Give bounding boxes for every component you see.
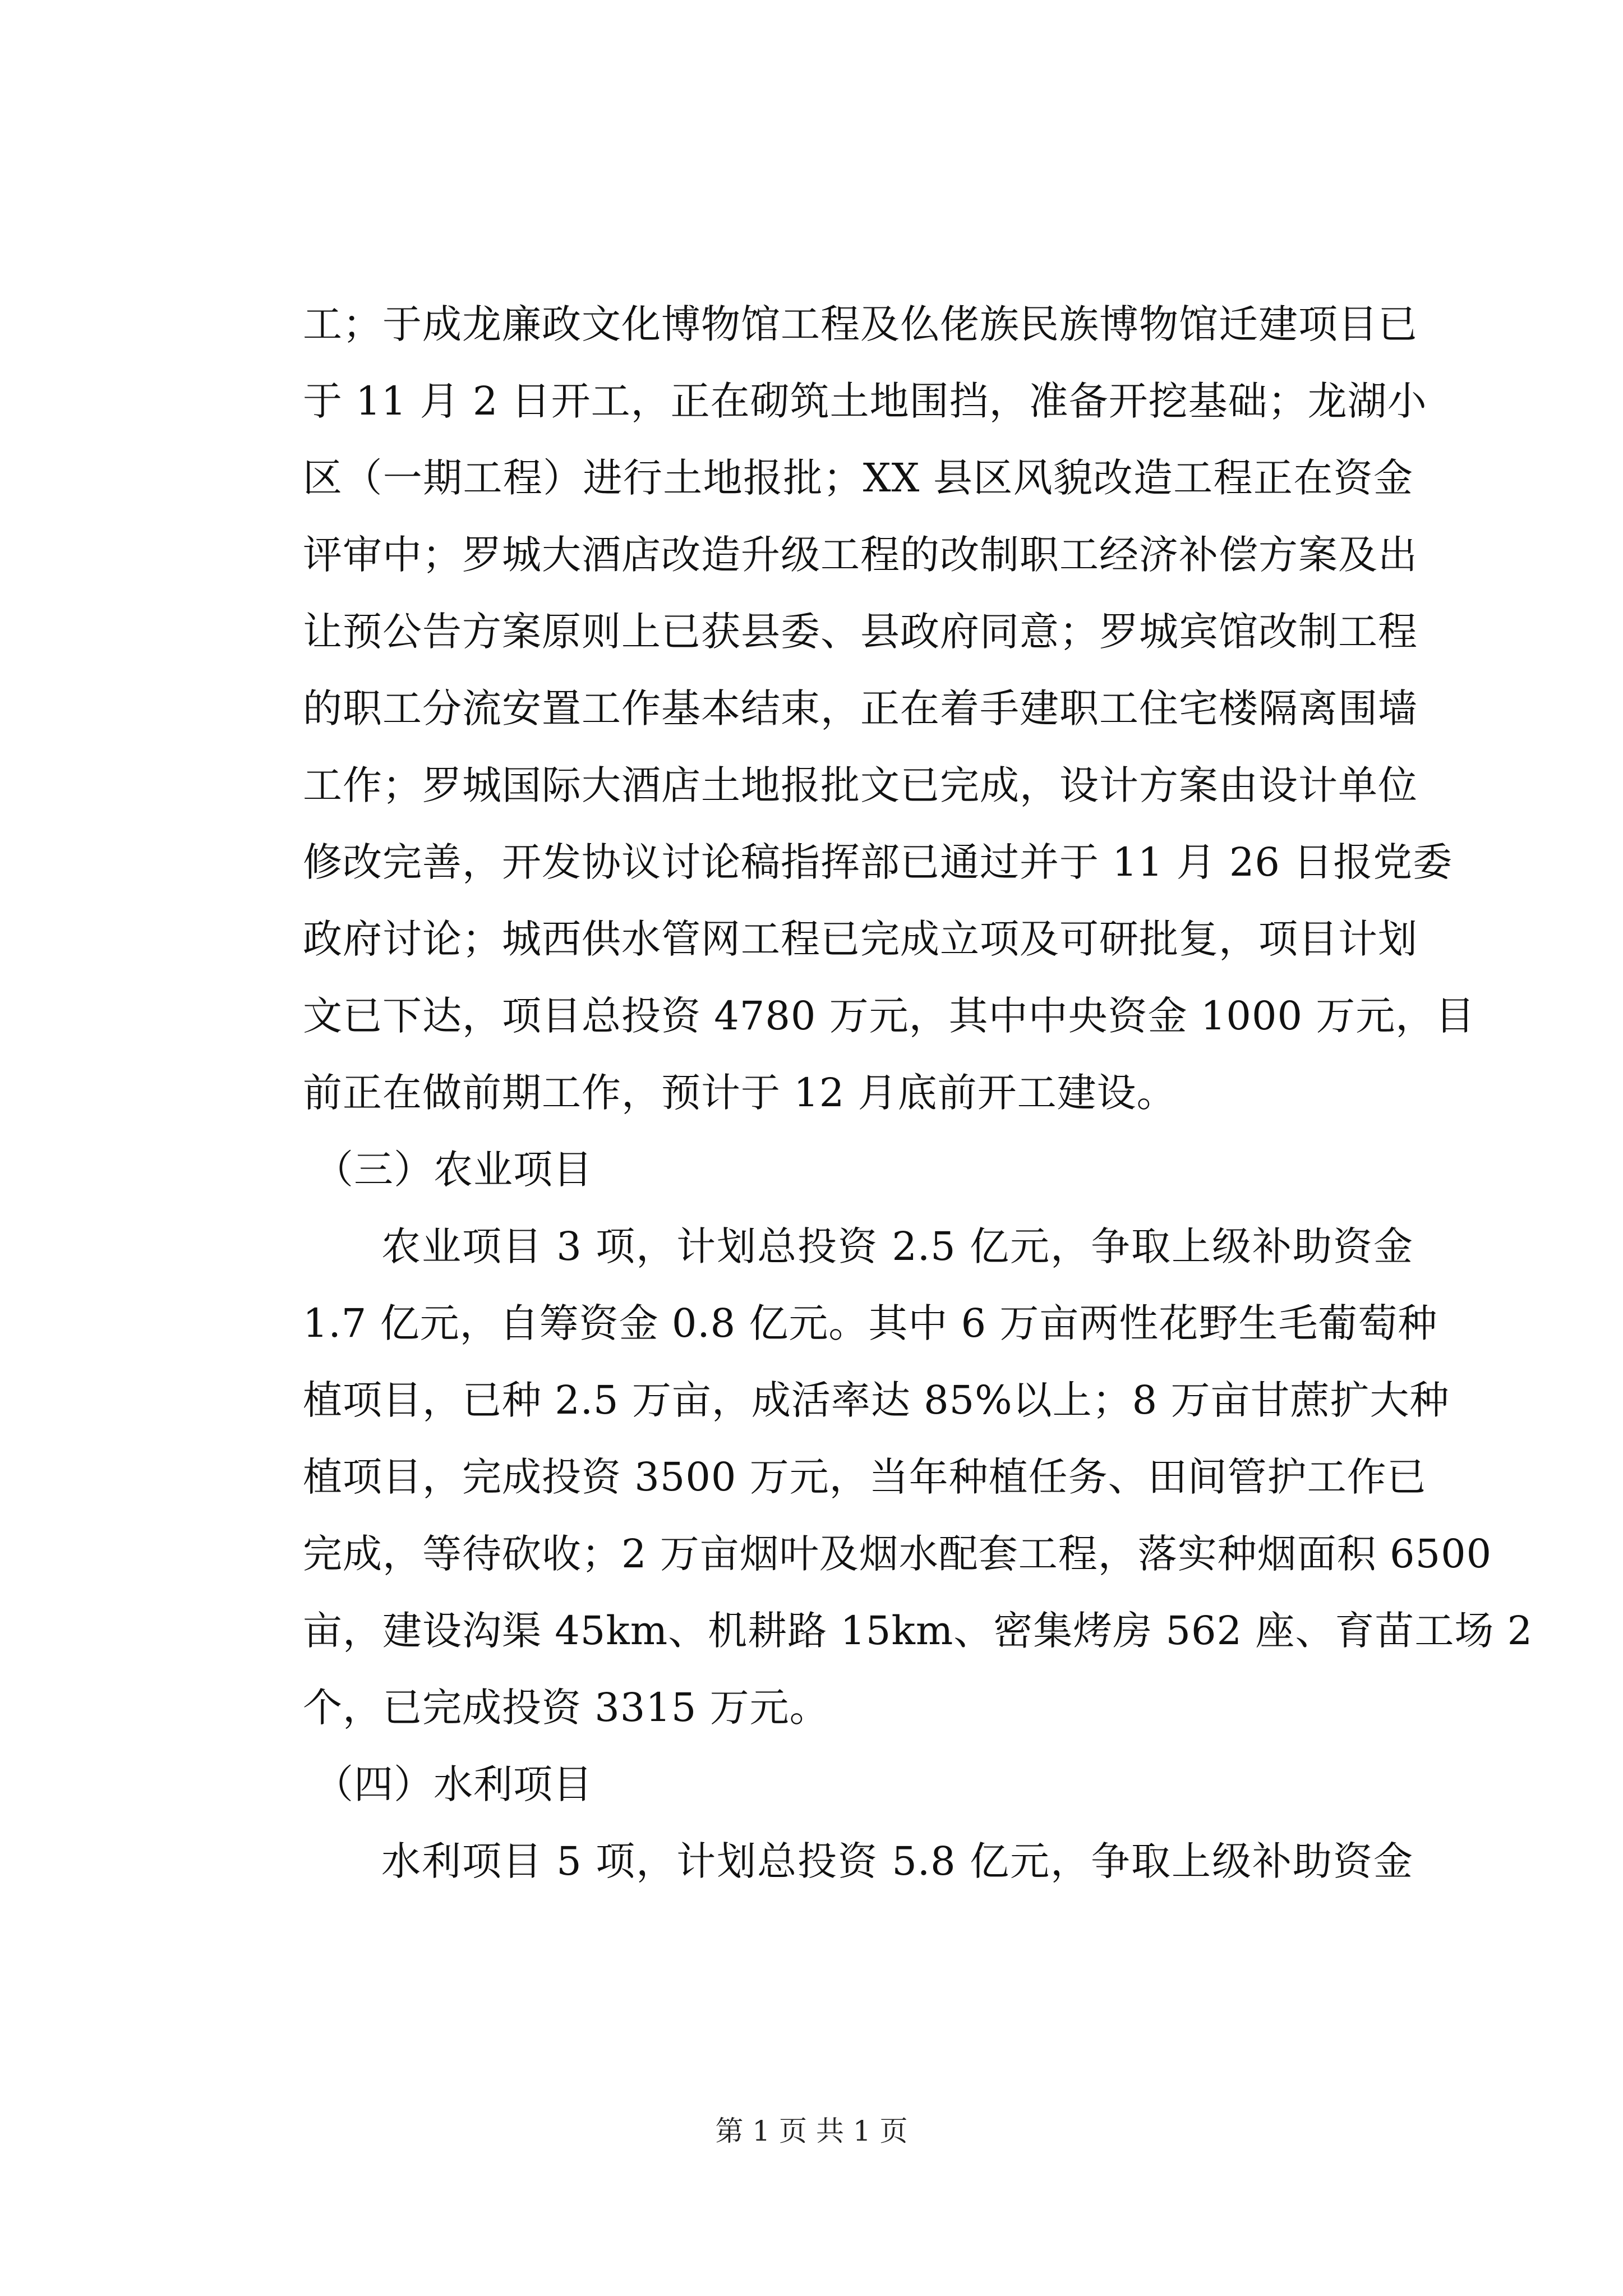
section-heading: （三）农业项目 [314, 1147, 593, 1193]
body-text-line: 政府讨论；城西供水管网工程已完成立项及可研批复，项目计划 [303, 916, 1418, 962]
body-text-line: 文已下达，项目总投资 4780 万元，其中中央资金 1000 万元，目 [303, 993, 1476, 1039]
body-text-line: 工；于成龙廉政文化博物馆工程及仫佬族民族博物馆迁建项目已 [303, 301, 1418, 347]
body-text-line: 植项目，完成投资 3500 万元，当年种植任务、田间管护工作已 [303, 1454, 1427, 1500]
body-text-line: 修改完善，开发协议讨论稿指挥部已通过并于 11 月 26 日报党委 [303, 839, 1453, 885]
section-heading: （四）水利项目 [314, 1761, 593, 1807]
body-text-line: 前正在做前期工作，预计于 12 月底前开工建设。 [303, 1070, 1177, 1116]
body-text-line: 于 11 月 2 日开工，正在砌筑土地围挡，准备开挖基础；龙湖小 [303, 378, 1427, 424]
page-number-footer: 第 1 页 共 1 页 [715, 2115, 908, 2147]
body-text-line: 让预公告方案原则上已获县委、县政府同意；罗城宾馆改制工程 [303, 609, 1418, 655]
body-text-line: 完成，等待砍收；2 万亩烟叶及烟水配套工程，落实种烟面积 6500 [303, 1531, 1492, 1577]
body-text-line: 1.7 亿元，自筹资金 0.8 亿元。其中 6 万亩两性花野生毛葡萄种 [303, 1300, 1438, 1346]
body-text-line: 水利项目 5 项，计划总投资 5.8 亿元，争取上级补助资金 [381, 1838, 1413, 1884]
body-text-line: 个，已完成投资 3315 万元。 [303, 1685, 829, 1731]
body-text-line: 的职工分流安置工作基本结束，正在着手建职工住宅楼隔离围墙 [303, 685, 1418, 731]
body-text-line: 植项目，已种 2.5 万亩，成活率达 85%以上；8 万亩甘蔗扩大种 [303, 1377, 1450, 1423]
body-text-line: 亩，建设沟渠 45km、机耕路 15km、密集烤房 562 座、育苗工场 2 [303, 1608, 1533, 1654]
body-text-line: 区（一期工程）进行土地报批；XX 县区风貌改造工程正在资金 [303, 455, 1413, 501]
body-text-line: 工作；罗城国际大酒店土地报批文已完成，设计方案由设计单位 [303, 762, 1418, 808]
body-text-line: 评审中；罗城大酒店改造升级工程的改制职工经济补偿方案及出 [303, 532, 1418, 578]
body-text-line: 农业项目 3 项，计划总投资 2.5 亿元，争取上级补助资金 [381, 1223, 1413, 1269]
